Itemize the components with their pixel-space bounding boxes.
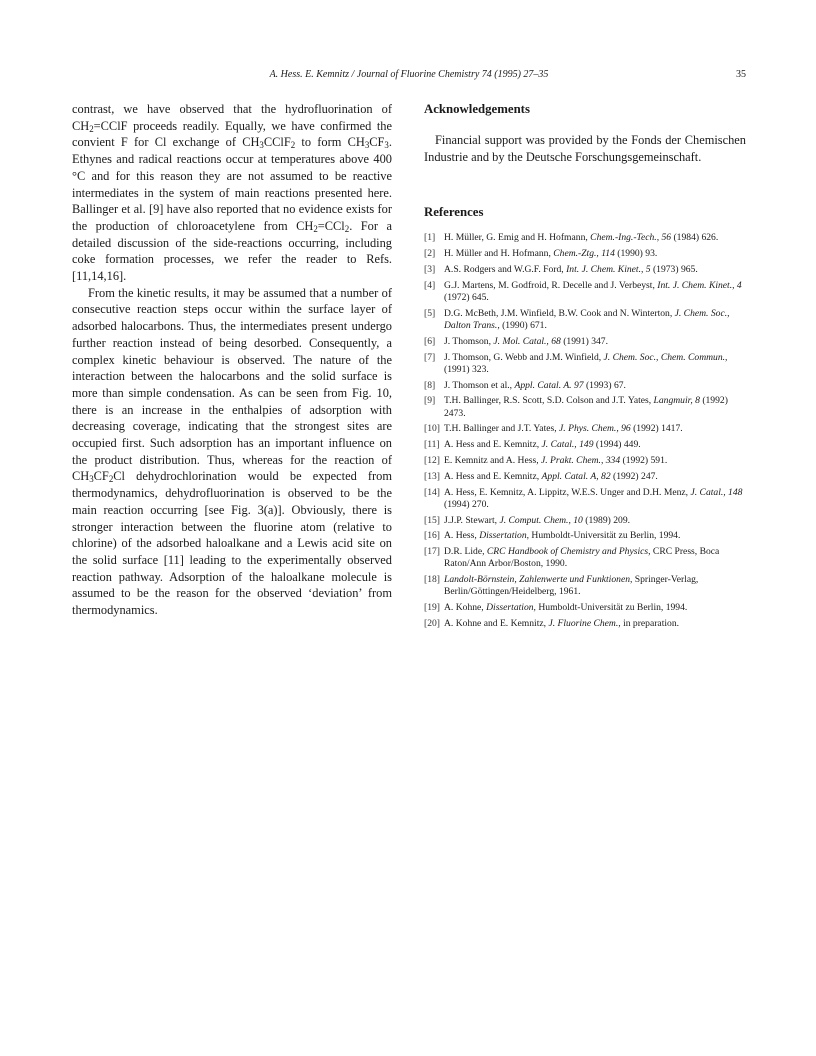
reference-source: Int. J. Chem. Kinet., 4: [657, 279, 742, 291]
reference-number: [10]: [424, 423, 440, 435]
running-title: A. Hess. E. Kemnitz / Journal of Fluorine Chemistry 74 (1995) 27–35: [269, 69, 549, 80]
reference-number: [18]: [424, 574, 440, 586]
reference-number: [13]: [424, 470, 440, 482]
text: From the kinetic results, it may be assumed that a number of consecutive reaction steps occur within the surface layer of adsorbed halocarbons. Thus, the intermediates present undergo further reaction instead of being desorbed. Consequently, a complex kinetic behaviour is observed. The nature of the interaction between the halocarbons and the solid surface is more than simple condensation. As can be seen from Fig. 10, there is an increase in the enthalpies of adsorption with decreasing coverage, indicating that the strongest sites are occupied first. Such adsorption has an important influence on the product distribution. Thus, whereas for the reaction of CH: [72, 285, 392, 484]
reference-item: [424, 280, 746, 304]
reference-authors: T.H. Ballinger and J.T. Yates,: [444, 423, 560, 435]
subscript: 2: [313, 224, 318, 235]
page-header: [72, 68, 746, 82]
reference-authors: J. Thomson, G. Webb and J.M. Winfield,: [444, 351, 604, 363]
reference-details: Humboldt-Universität zu Berlin, 1994.: [535, 602, 688, 614]
reference-source: Appl. Catal. A. 97: [514, 379, 584, 391]
reference-source: Appl. Catal. A, 82: [541, 470, 611, 482]
reference-authors: A. Hess,: [444, 530, 480, 542]
reference-number: [11]: [424, 439, 440, 451]
reference-details: (1994) 449.: [593, 439, 641, 451]
text: . For a detailed discussion of the side-reactions occurring, including coke formation processes, we refer the reader to Refs. [11,14,16].: [72, 218, 392, 284]
references-heading: References: [424, 205, 484, 220]
reference-source: Int. J. Chem. Kinet., 5: [566, 264, 651, 275]
reference-item: [424, 232, 746, 244]
reference-source: Chem.-Ing.-Tech., 56: [590, 232, 672, 244]
reference-item: [424, 352, 746, 376]
reference-item: [424, 423, 746, 435]
reference-details: (1992) 2473.: [444, 395, 728, 419]
subscript: 2: [344, 224, 350, 235]
reference-authors: A. Hess and E. Kemnitz,: [444, 439, 542, 451]
reference-details: Springer-Verlag, Berlin/Göttingen/Heidelberg, 1961.: [444, 574, 699, 598]
reference-details: (1991) 347.: [560, 335, 608, 347]
reference-source: J. Chem. Soc., Chem. Commun.,: [603, 351, 728, 363]
reference-details: (1972) 645.: [444, 292, 489, 303]
reference-source: Dissertation,: [486, 602, 536, 614]
reference-item: [424, 515, 746, 527]
reference-authors: A. Kohne and E. Kemnitz,: [444, 617, 549, 629]
reference-authors: A.S. Rodgers and W.G.F. Ford,: [444, 264, 567, 275]
reference-source: J. Chem. Soc., Dalton Trans.,: [444, 307, 730, 331]
reference-source: Langmuir, 8: [653, 395, 700, 407]
text: =CCl: [317, 218, 345, 233]
reference-details: (1991) 323.: [444, 363, 489, 375]
reference-item: [424, 395, 746, 419]
reference-authors: A. Hess and E. Kemnitz,: [444, 470, 542, 482]
reference-details: (1992) 1417.: [630, 423, 683, 435]
reference-number: [12]: [424, 454, 440, 466]
reference-item: [424, 487, 746, 511]
left-column: [72, 101, 392, 619]
text: CF: [93, 469, 109, 484]
text: =CClF proceeds readily. Equally, we have confirmed the convient F for Cl exchange of CH: [72, 118, 392, 150]
reference-number: [15]: [424, 514, 440, 526]
reference-authors: J. Thomson et al.,: [444, 379, 515, 391]
paragraph-1: [72, 101, 392, 285]
reference-details: in preparation.: [620, 617, 680, 629]
text: . Ethynes and radical reactions occur at temperatures above 400 °C and for this reason they are not assumed to be reactive intermediates in the system of main reactions presented here. Ballinger et al. [9] have also reported that no evidence exists for the production of chloroacetylene from CH: [72, 135, 392, 233]
reference-item: [424, 336, 746, 348]
reference-item: [424, 471, 746, 483]
subscript: 2: [108, 474, 114, 485]
reference-list: [424, 232, 746, 630]
reference-authors: T.H. Ballinger, R.S. Scott, S.D. Colson and J.T. Yates,: [444, 395, 654, 407]
reference-source: Chem.-Ztg., 114: [553, 248, 615, 260]
reference-authors: E. Kemnitz and A. Hess,: [444, 454, 541, 466]
reference-number: [6]: [424, 335, 436, 347]
subscript: 2: [290, 140, 296, 151]
reference-source: Dissertation,: [479, 530, 530, 542]
acknowledgements-heading: Acknowledgements: [424, 102, 530, 116]
reference-item: [424, 264, 746, 276]
right-column: [424, 101, 746, 634]
reference-item: [424, 308, 746, 332]
reference-source: CRC Handbook of Chemistry and Physics,: [486, 546, 651, 558]
reference-number: [7]: [424, 351, 436, 363]
reference-item: [424, 546, 746, 570]
reference-source: Landolt-Börnstein, Zahlenwerte und Funktionen,: [444, 574, 633, 586]
reference-number: [8]: [424, 379, 436, 391]
reference-item: [424, 455, 746, 467]
reference-details: CRC Press, Boca Raton/Ann Arbor/Boston, 1990.: [444, 546, 720, 570]
text: Cl dehydrochlorination would be expected from thermodynamics, dehydrofluorination is observed to be the main reaction occurring [see Fig. 3(a)]. Obviously, there is stronger interaction between the fluorine atom (relative to chlorine) of the adsorbed haloalkane and a Lewis acid site on the solid surface [11] leading to the experimentally observed reaction pathway. Adsorption of the haloalkane molecule is assumed to be the reason for the observed ‘deviation’ from thermodynamics.: [72, 469, 392, 618]
reference-item: [424, 530, 746, 542]
text: contrast, we have observed that the hydrofluorination of CH: [72, 102, 392, 133]
reference-details: (1984) 626.: [671, 232, 719, 244]
reference-authors: J. Thomson,: [444, 335, 494, 347]
reference-number: [5]: [424, 307, 436, 319]
reference-number: [16]: [424, 530, 440, 542]
subscript: 3: [259, 140, 264, 151]
reference-source: J. Catal., 148: [690, 486, 743, 498]
reference-number: [19]: [424, 602, 440, 614]
reference-item: [424, 574, 746, 598]
reference-authors: A. Kohne,: [444, 602, 487, 614]
reference-authors: D.G. McBeth, J.M. Winfield, B.W. Cook and N. Winterton,: [444, 307, 675, 319]
paragraph-2: [72, 285, 392, 619]
subscript: 3: [364, 140, 370, 151]
reference-number: [1]: [424, 232, 436, 244]
reference-number: [2]: [424, 248, 436, 260]
reference-number: [14]: [424, 486, 440, 498]
reference-details: (1993) 67.: [583, 379, 626, 391]
reference-source: J. Comput. Chem., 10: [499, 514, 583, 526]
reference-number: [17]: [424, 546, 440, 558]
subscript: 3: [89, 474, 94, 485]
text: CF: [369, 135, 385, 150]
text: CClF: [263, 135, 291, 150]
reference-number: [9]: [424, 395, 436, 407]
reference-details: (1992) 247.: [610, 470, 658, 482]
reference-source: J. Mol. Catal., 68: [493, 335, 561, 347]
reference-item: [424, 439, 746, 451]
reference-item: [424, 618, 746, 630]
subscript: 3: [384, 140, 389, 151]
reference-details: (1973) 965.: [650, 264, 698, 275]
reference-source: J. Prakt. Chem., 334: [541, 454, 621, 466]
reference-source: J. Catal., 149: [541, 439, 594, 451]
reference-details: (1990) 671.: [499, 320, 547, 331]
reference-authors: A. Hess, E. Kemnitz, A. Lippitz, W.E.S. Unger and D.H. Menz,: [444, 486, 691, 498]
page-number: 35: [736, 69, 746, 80]
reference-number: [20]: [424, 617, 440, 629]
reference-details: (1990) 93.: [614, 248, 658, 260]
reference-authors: G.J. Martens, M. Godfroid, R. Decelle and J. Verbeyst,: [444, 279, 658, 291]
reference-number: [4]: [424, 279, 436, 291]
reference-authors: D.R. Lide,: [444, 546, 487, 558]
reference-item: [424, 602, 746, 614]
reference-authors: J.J.P. Stewart,: [444, 514, 500, 526]
reference-details: (1994) 270.: [444, 498, 489, 510]
reference-number: [3]: [424, 264, 436, 275]
reference-item: [424, 380, 746, 392]
reference-authors: H. Müller and H. Hofmann,: [444, 248, 554, 260]
reference-item: [424, 248, 746, 260]
reference-source: J. Fluorine Chem.,: [548, 617, 621, 629]
reference-authors: H. Müller, G. Emig and H. Hofmann,: [444, 232, 591, 244]
reference-details: (1992) 591.: [620, 454, 668, 466]
reference-details: (1989) 209.: [582, 514, 631, 526]
reference-details: Humboldt-Universität zu Berlin, 1994.: [529, 530, 681, 542]
reference-source: J. Phys. Chem., 96: [559, 423, 631, 435]
text: to form CH: [295, 135, 365, 150]
subscript: 2: [89, 123, 94, 134]
acknowledgements-body: Financial support was provided by the Fonds der Chemischen Industrie and by the Deutsche Forschungsgemeinschaft.: [424, 133, 746, 164]
